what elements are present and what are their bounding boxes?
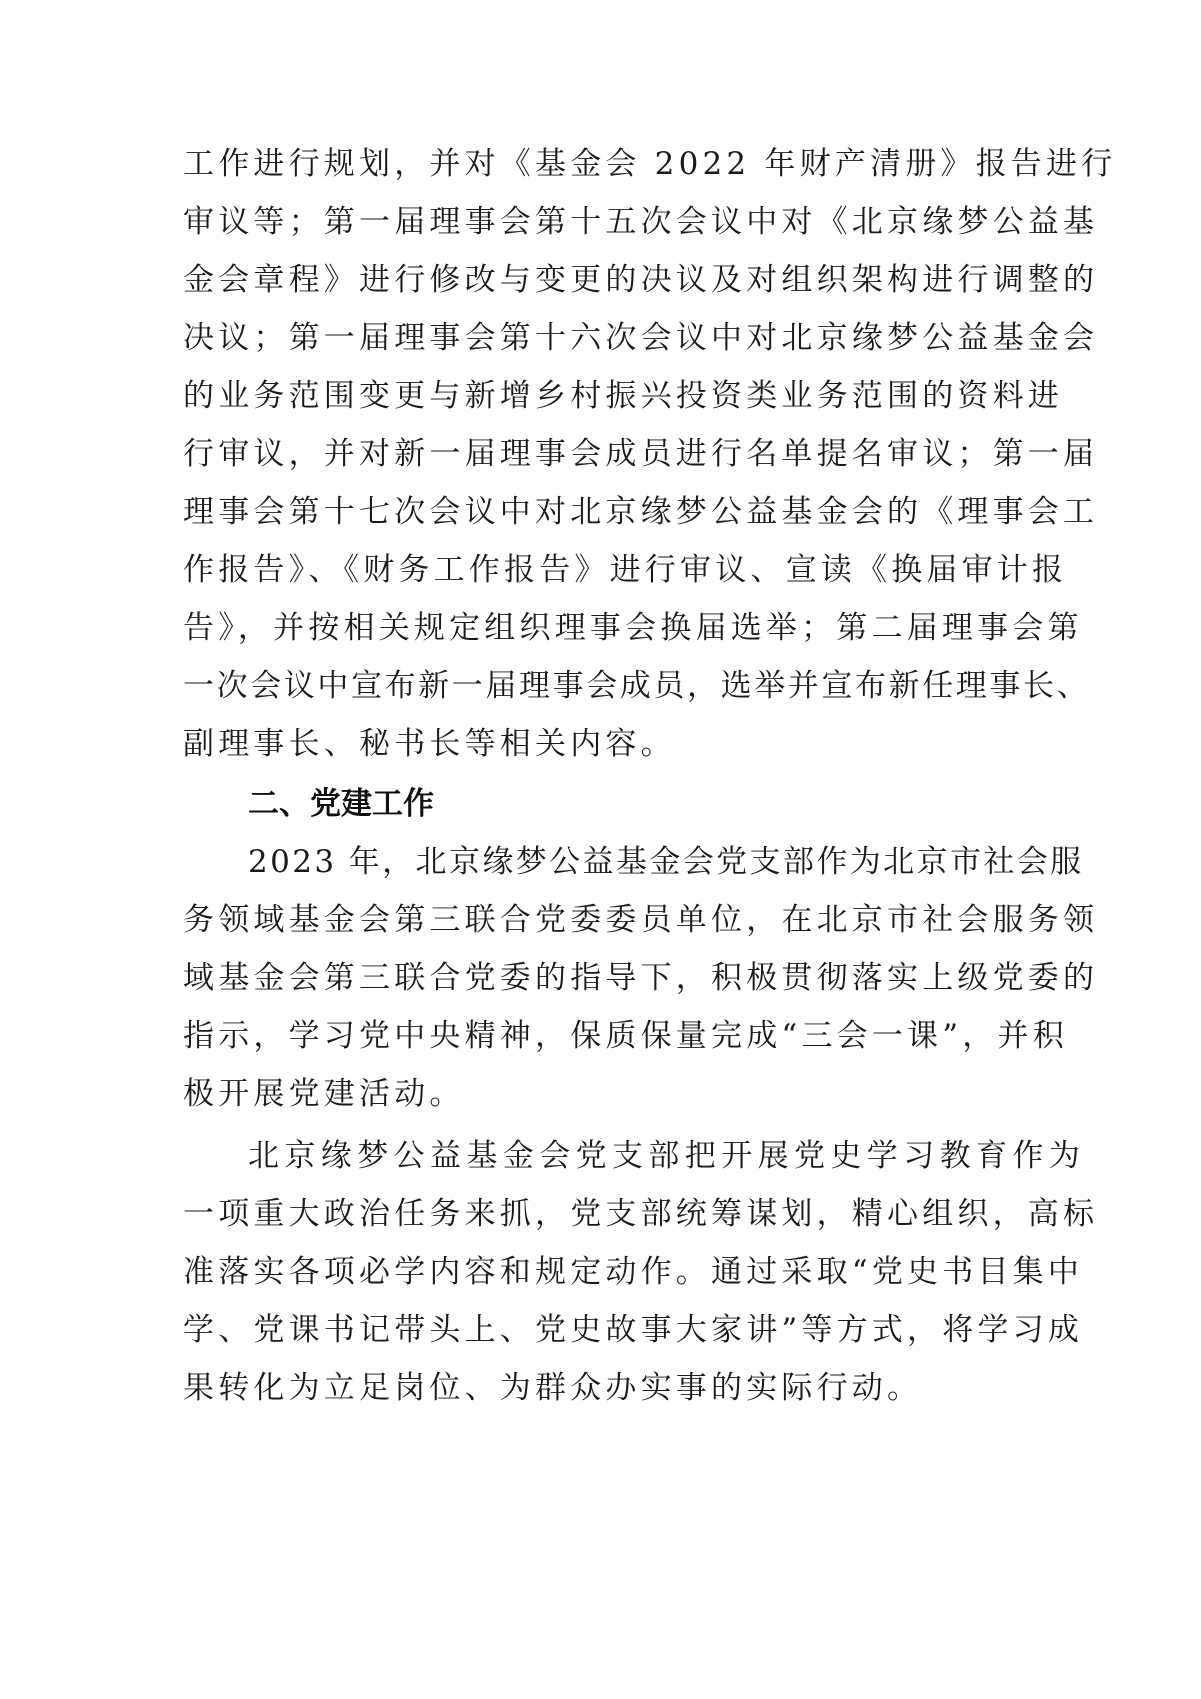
paragraph-line: 工作进行规划，并对《基金会 2022 年财产清册》报告进行: [183, 146, 1117, 182]
paragraph-line: 域基金会第三联合党委的指导下，积极贯彻落实上级党委的: [183, 960, 1099, 996]
paragraph-line: 作报告》、《财务工作报告》进行审议、宣读《换届审计报: [183, 552, 1068, 588]
paragraph-line: 极开展党建活动。: [183, 1076, 465, 1112]
paragraph-line: 指示，学习党中央精神，保质保量完成“三会一课”，并积: [183, 1018, 1068, 1054]
paragraph-line: 副理事长、秘书长等相关内容。: [183, 726, 676, 762]
section-heading: 二、党建工作: [248, 786, 434, 822]
paragraph-line: 学、党课书记带头上、党史故事大家讲”等方式，将学习成: [183, 1312, 1084, 1348]
paragraph-line: 2023 年，北京缘梦公益基金会党支部作为北京市社会服: [248, 844, 1084, 880]
paragraph-line: 果转化为立足岗位、为群众办实事的实际行动。: [183, 1370, 923, 1406]
paragraph-line: 理事会第十七次会议中对北京缘梦公益基金会的《理事会工: [183, 494, 1099, 530]
paragraph-line: 准落实各项必学内容和规定动作。通过采取“党史书目集中: [183, 1254, 1084, 1290]
paragraph-line: 告》，并按相关规定组织理事会换届选举；第二届理事会第: [183, 610, 1083, 646]
paragraph-line: 一次会议中宣布新一届理事会成员，选举并宣布新任理事长、: [183, 668, 1091, 704]
paragraph-line: 北京缘梦公益基金会党支部把开展党史学习教育作为: [248, 1138, 1086, 1174]
paragraph-line: 行审议，并对新一届理事会成员进行名单提名审议；第一届: [183, 436, 1099, 472]
paragraph-line: 金会章程》进行修改与变更的决议及对组织架构进行调整的: [183, 262, 1099, 298]
paragraph-line: 决议；第一届理事会第十六次会议中对北京缘梦公益基金会: [183, 320, 1099, 356]
paragraph-line: 审议等；第一届理事会第十五次会议中对《北京缘梦公益基: [183, 204, 1099, 240]
paragraph-line: 一项重大政治任务来抓，党支部统筹谋划，精心组织，高标: [183, 1196, 1099, 1232]
paragraph-line: 的业务范围变更与新增乡村振兴投资类业务范围的资料进: [183, 378, 1063, 414]
paragraph-line: 务领域基金会第三联合党委委员单位，在北京市社会服务领: [183, 902, 1099, 938]
